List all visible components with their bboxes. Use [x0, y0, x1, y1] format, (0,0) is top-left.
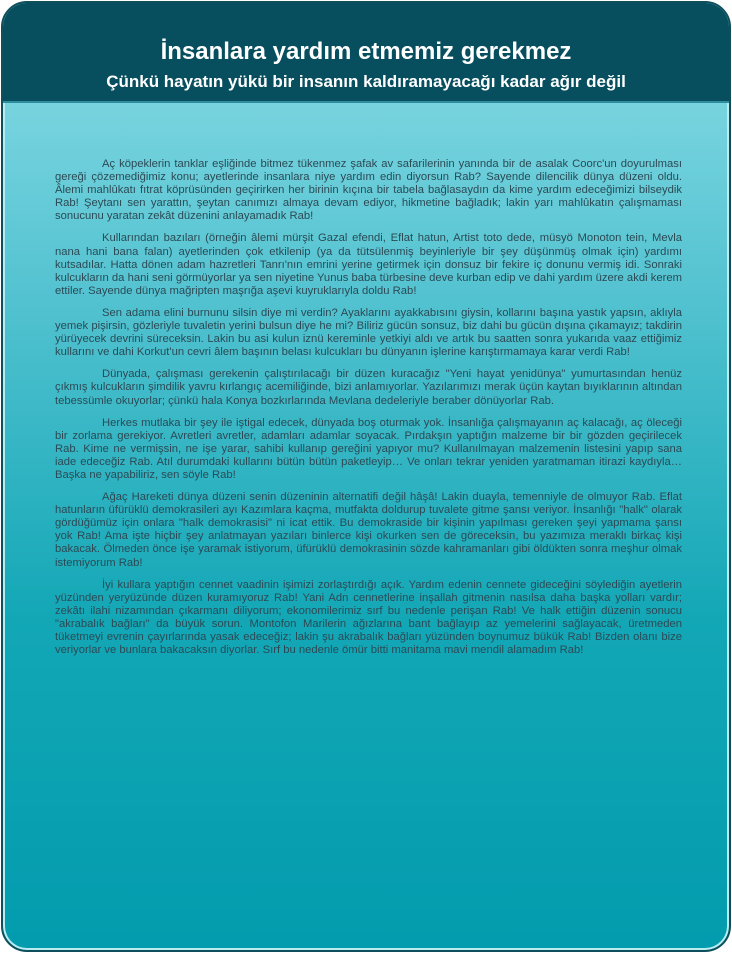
paragraph-2: Kullarından bazıları (örneğin âlemi mürşit Gazal efendi, Eflat hatun, Artist toto dede, müsyö Monoton tein, Mevla nana hani bana falan) ayetlerinden çok etkilenip (ya da tütsülenmiş beyinleriyle bir şey düşünmüş olmak için) yardımı kutsadılar. Hatta dönen adam hazretleri Tanrı'nın emrini yerine getirmek için donsuz bir fekire iç donunu vermiş idi. Sonraki kulcukların da hani seni görmüyorlar ya sen niyetine Yunus baba türbesine deve kurban edip ve dahi yardım üzere akdi kerem ettiler. Sayende dünya mağripten maşrığa aşevi kuyruklarıyla doldu Rab! — [55, 232, 682, 297]
paragraph-7: İyi kullara yaptığın cennet vaadinin işimizi zorlaştırdığı açık. Yardım edenin cennete gideceğini söylediğin ayetlerin yüzünden yeryüzünde düzen kuramıyoruz Rab! Yani Adn cennetlerine inşallah gitmenin nasılsa daha başka yolları vardır; zekâtı ilahi nizamından çıkarmanı diliyorum; ekonomilerimiz sırf bu nedenle perişan Rab! Ve halk ettiğin düzenin sonucu "akrabalık bağları" da büyük sorun. Montofon Marilerin ağızlarına bant bağlayıp az yemelerini sağlayacak, üretmeden tüketmeyi evrenin çayırlarında yasak edeceğiz; lakin şu akrabalık bağları yüzünden boynumuz bükük Rab! Bizden olanı bize veriyorlar ve bunlara bakacaksın diyorlar. Sırf bu nedenle ömür bitti manitama mavi mendil alamadım Rab! — [55, 578, 682, 657]
paragraph-6: Ağaç Hareketi dünya düzeni senin düzeninin alternatifi değil hâşâ! Lakin duayla, temenniyle de olmuyor Rab. Eflat hatunların üfürüklü demokrasileri ayı Kazımlara kaçma, mutfakta doldurup tuvalete gitme şansı veriyor. İnsanlığı "halk" olarak gördüğümüz için onlara "halk demokrasisi" ni icat ettik. Bu demokraside bir kişinin yapılması gereken şeyi yapmama şansı yok Rab! Ama işte hiçbir şey anlatmayan yazıları binlerce kişi okurken sen de göreceksin, bu yazımıza meraklı birkaç kişi bakacak. Ölmeden önce işe yaramak istiyorum, üfürüklü demokrasinin sözde kahramanları gibi öldükten sonra meşhur olmak istemiyorum Rab! — [55, 491, 682, 569]
page-subtitle: Çünkü hayatın yükü bir insanın kaldıramayacağı kadar ağır değil — [106, 72, 626, 91]
paragraph-1: Aç köpeklerin tanklar eşliğinde bitmez tükenmez şafak av safarilerinin yanında bir de asalak Coorc'un doyurulması gereği çözemediğimiz konu; ayetlerinde insanlara niye yardım edin diyorsun Rab? Sayende dilencilik dünya düzeni oldu. Âlemi mahlûkatı fıtrat köprüsünden geçirirken her birinin kıçına bir tabela bağlasaydın da kime yardım edeceğimizi bilseydik Rab! Şeytanı sen yarattın, şeytan canımızı almaya devam ediyor, hikmetine bağladık; lakin yarı mahlûkatın çalışmaması sonucunu yaratan zekât düzenini anlayamadık Rab! — [55, 158, 682, 223]
page-title: İnsanlara yardım etmemiz gerekmez — [160, 38, 572, 65]
paragraph-4: Dünyada, çalışması gerekenin çalıştırılacağı bir düzen kuracağız "Yeni hayat yenidünya" yumurtasından henüz çıkmış kulcukların şimdilik yavru kırlangıç acemiliğinde, bizi anlamıyorlar. Yazılarımızı merak üçün kaytan bıyıklarının altından tebessümle okuyorlar; çünkü hala Konya bozkırlarında Mevlana dedeleriyle beraber dönüyorlar Rab. — [55, 368, 682, 407]
page-frame — [1, 1, 731, 952]
header-banner — [3, 3, 729, 103]
paragraph-3: Sen adama elini burnunu silsin diye mi verdin? Ayaklarını ayakkabısını giysin, kollarını başına yastık yapsın, aklıyla yemek pişirsin, gözleriyle tuvaletin yerini bulsun diye he mi? Biliriz gücün sonsuz, biz dahi bu gücün dışına çıkamayız; takdirin yürüyecek devrini süreceksin. Lakin bu asi kulun iznü kereminle yetkiyi aldı ve artık bu saatten sonra yukarıda vaaz ettiğimiz kullarını ve dahi Korkut'un cevri âlem başının belası kulcukları bu dünyanın işlerine karıştırmamaya karar verdi Rab! — [55, 306, 682, 359]
article-body — [55, 158, 682, 666]
paragraph-5: Herkes mutlaka bir şey ile iştigal edecek, dünyada boş oturmak yok. İnsanlığa çalışmayanın aç kalacağı, aç öleceği bir zorlama gerekiyor. Avretleri avretler, adamları adamlar soyacak. Pırdakşın yaptığın malzeme bir bir gözden geçirilecek Rab. Kime ne vermişsin, ne işe yarar, sahibi kullanıp gereğini yapıyor mu? Kullanılmayan malzemenin listesini yapıp sana iade edeceğiz Rab. Atıl durumdaki kullarını bütün bütün paketleyip… Ve onları tekrar yeniden yaratmaman itirazi kaydıyla… Başka ne yapabiliriz, sen söyle Rab! — [55, 416, 682, 481]
